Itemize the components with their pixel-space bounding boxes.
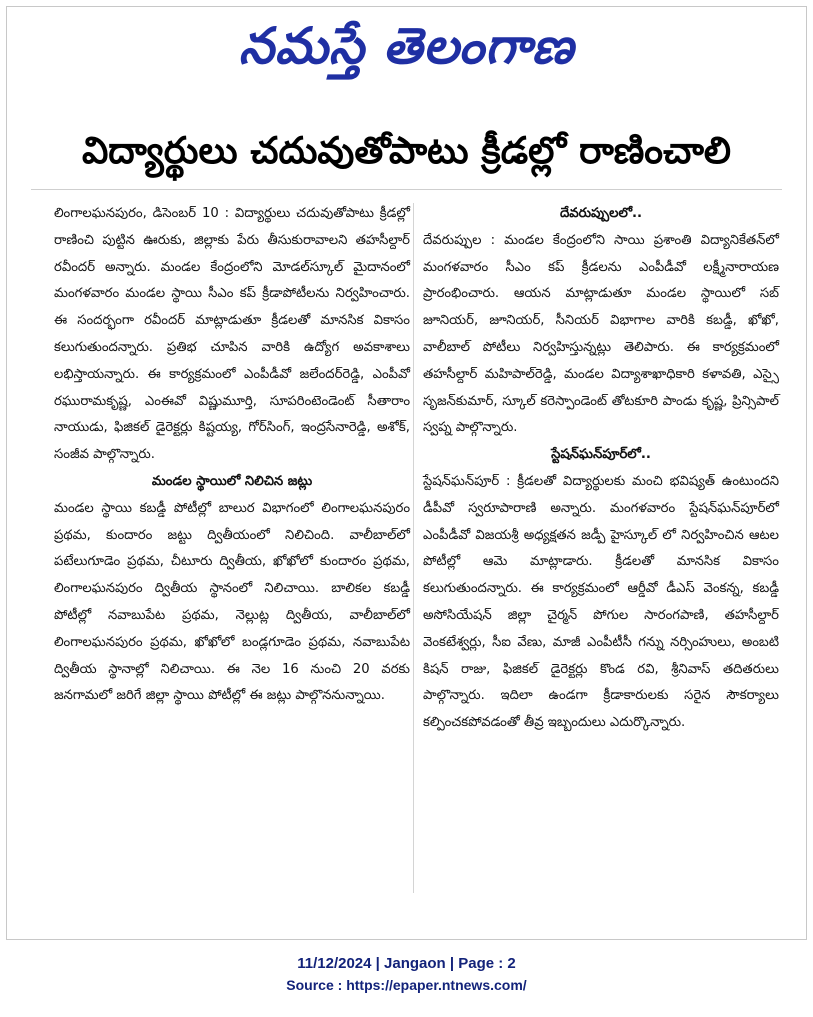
left-column	[54, 201, 410, 710]
newspaper-clipping	[6, 6, 807, 940]
source-link[interactable]: Source : https://epaper.ntnews.com/	[286, 977, 527, 993]
left-subheading: మండల స్థాయిలో నిలిచిన జట్లు	[151, 473, 313, 489]
headline-divider	[31, 189, 782, 190]
right-paragraph-station-ghanpur: స్టేషన్‌ఘన్‌పూర్ : క్రీడలతో విద్యార్థులకు మంచి భవిష్యత్ ఉంటుందని డీపీవో స్వరూపారాణి అన్నారు. మంగళవారం స్టేషన్‌ఘన్‌పూర్‌లో ఎంపీడీవో విజయశ్రీ అధ్యక్షతన జడ్పీ హైస్కూల్ లో నిర్వహించిన ఆటల పోటీల్లో ఆమె మాట్లాడారు. క్రీడలతో మానసిక వికాసం కలుగుతుందన్నారు. ఈ కార్యక్రమంలో ఆర్డీవో డీఎస్ వెంకన్న, కబడ్డీ అసోసియేషన్ జిల్లా చైర్మన్ పోగుల సారంగపాణి, తహసీల్దార్ వెంకటేశ్వర్లు, సీఐ వేణు, మాజీ ఎంపీటీసీ గన్ను నర్సింహులు, అంబటి కిషన్ రాజు, ఫిజికల్ డైరెక్టర్లు కొండ రవి, శ్రీనివాస్ తదితరులు పాల్గొన్నారు. ఇదిలా ఉండగా క్రీడాకారులకు సరైన సౌకర్యాలు కల్పించకపోవడంతో తీవ్ర ఇబ్బందులు ఎదుర్కొన్నారు.	[423, 473, 779, 731]
edition-info: 11/12/2024 | Jangaon | Page : 2	[297, 955, 516, 972]
article-headline: విద్యార్థులు చదువుతోపాటు క్రీడల్లో రాణించాలి	[82, 129, 731, 172]
source-footer	[0, 953, 813, 995]
right-paragraph-devaruppula: దేవరుప్పుల : మండల కేంద్రంలోని సాయి ప్రశాంతి విద్యానికేతన్‌లో మంగళవారం సీఎం కప్ క్రీడలను ఎంపీడీవో లక్ష్మీనారాయణ ప్రారంభించారు. ఆయన మాట్లాడుతూ మండల స్థాయిలో సబ్ జూనియర్, జూనియర్, సీనియర్ విభాగాల వారికి కబడ్డీ, ఖోఖో, వాలీబాల్ పోటీలు నిర్వహిస్తున్నట్లు తెలిపారు. ఈ కార్యక్రమంలో తహసీల్దార్ మహిపాల్‌రెడ్డి, మండల విద్యాశాఖాధికారి కళావతి, ఎస్సై సృజన్‌కుమార్, స్కూల్ కరెస్పాండెంట్ తోటకూరి పాండు కృష్ణ, ప్రిన్సిపాల్ స్వప్న పాల్గొన్నారు.	[423, 232, 779, 436]
column-divider	[413, 203, 414, 893]
left-paragraph-lingalaghanapuram: లింగాలఘనపురం, డిసెంబర్ 10 : విద్యార్థులు చదువుతోపాటు క్రీడల్లో రాణించి పుట్టిన ఊరుకు, జిల్లాకు పేరు తీసుకురావాలని తహసీల్దార్ రవీందర్ అన్నారు. మండల కేంద్రంలోని మోడల్‌స్కూల్ మైదానంలో మంగళవారం మండల స్థాయి సీఎం కప్ క్రీడాపోటీలను నిర్వహించారు. ఈ సందర్భంగా రవీందర్ మాట్లాడుతూ క్రీడలతో మానసిక వికాసం కలుగుతుందన్నారు. ప్రతిభ చూపిన వారికి ఉద్యోగ అవకాశాలు లభిస్తాయన్నారు. ఈ కార్యక్రమంలో ఎంపీడీవో జలేందర్‌రెడ్డి, ఎంపీవో రఘురామకృష్ణ, ఎంఈవో విష్ణుమూర్తి, సూపరింటెండెంట్ సీతారాం నాయుడు, ఫిజికల్ డైరెక్టర్లు కిష్టయ్య, గోర్‌సింగ్, ఇంద్రసేనారెడ్డి, అశోక్, సంజీవ పాల్గొన్నారు.	[54, 206, 410, 463]
right-subheading-station-ghanpur: స్టేషన్‌ఘన్‌పూర్‌లో..	[551, 447, 651, 463]
right-column	[423, 201, 779, 737]
newspaper-masthead: నమస్తే తెలంగాణ	[238, 16, 575, 75]
left-paragraph-teams: మండల స్థాయి కబడ్డీ పోటీల్లో బాలుర విభాగంలో లింగాలఘనపురం ప్రథమ, కుందారం జట్టు ద్వితీయంలో నిలిచింది. వాలీబాల్‌లో పటేలుగూడెం ప్రథమ, చీటూరు ద్వితీయ, ఖోఖోలో కుందారం ప్రథమ, లింగాలఘనపురం ద్వితీయ స్థానంలో నిలిచాయి. బాలికల కబడ్డీ పోటీల్లో నవాబుపేట ప్రథమ, నెల్లుట్ల ద్వితీయ, వాలీబాల్‌లో లింగాలఘనపురం ప్రథమ, ఖోఖోలో బండ్లగూడెం ప్రథమ, నవాబుపేట ద్వితీయ స్థానాల్లో నిలిచాయి. ఈ నెల 16 నుంచి 20 వరకు జనగామలో జరిగే జిల్లా స్థాయి పోటీల్లో ఈ జట్లు పాల్గొననున్నాయి.	[54, 500, 410, 704]
right-subheading-devaruppula: దేవరుప్పులలో..	[559, 206, 643, 221]
